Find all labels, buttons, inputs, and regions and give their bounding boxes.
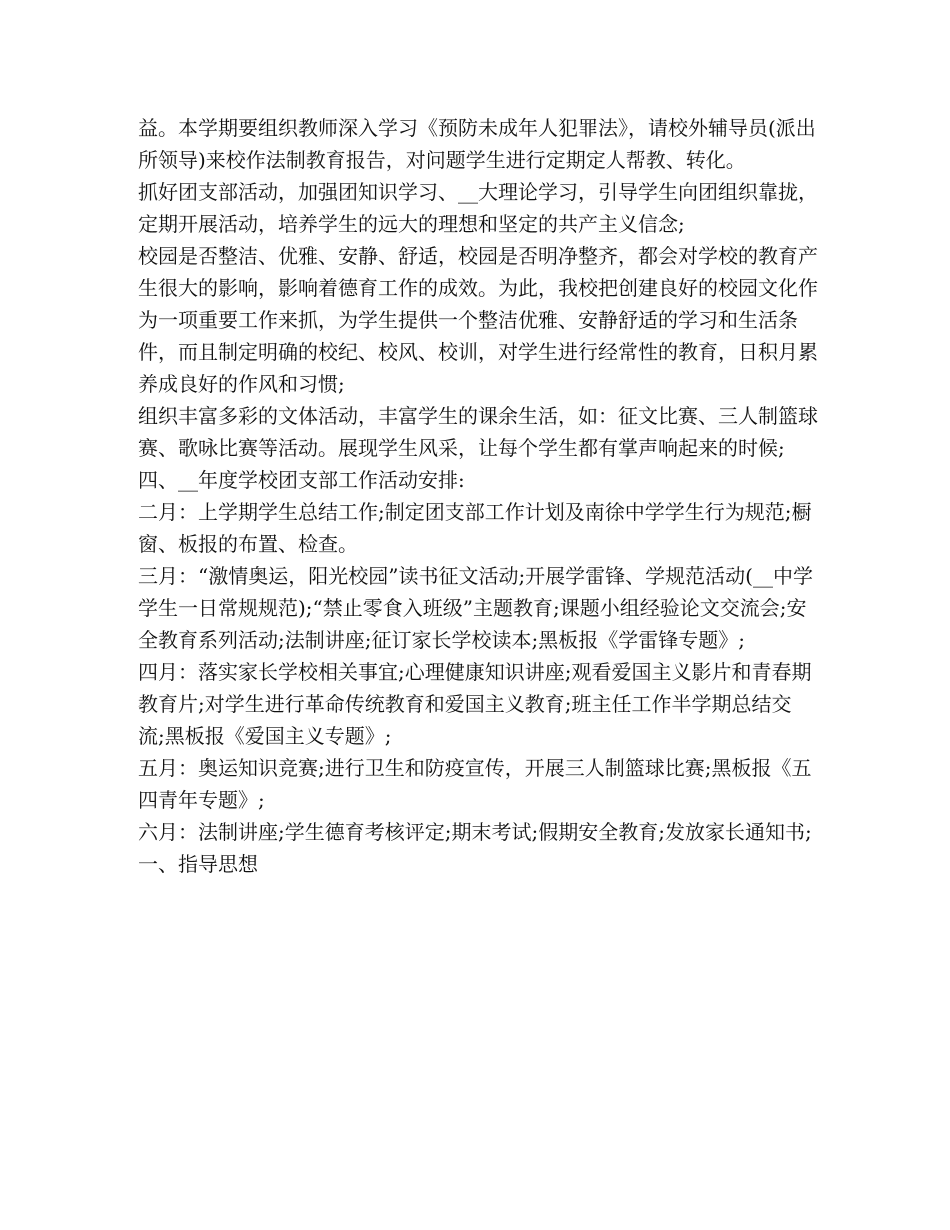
section-heading-guiding-ideology: 一、指导思想 bbox=[138, 852, 258, 876]
paragraph-march: 三月：“激情奥运，阳光校园”读书征文活动;开展学雷锋、学规范活动(__中学学生一日常规规范);“禁止零食入班级”主题教育;课题小组经验论文交流会;安全教育系列活动;法制讲座;征订家长学校读本;黑板报《学雷锋专题》; bbox=[138, 564, 813, 652]
paragraph-june: 六月：法制讲座;学生德育考核评定;期末考试;假期安全教育;发放家长通知书; bbox=[138, 820, 812, 844]
paragraph-february: 二月：上学期学生总结工作;制定团支部工作计划及南徐中学学生行为规范;橱窗、板报的布置、检查。 bbox=[138, 500, 812, 556]
section-heading-schedule: 四、__年度学校团支部工作活动安排: bbox=[138, 468, 465, 492]
paragraph-april: 四月：落实家长学校相关事宜;心理健康知识讲座;观看爱国主义影片和青春期教育片;对学生进行革命传统教育和爱国主义教育;班主任工作半学期总结交流;黑板报《爱国主义专题》; bbox=[138, 660, 812, 748]
paragraph-continuation: 益。本学期要组织教师深入学习《预防未成年人犯罪法》，请校外辅导员(派出所领导)来校作法制教育报告，对问题学生进行定期定人帮教、转化。 bbox=[138, 116, 816, 172]
paragraph-campus-culture: 校园是否整洁、优雅、安静、舒适，校园是否明净整齐，都会对学校的教育产生很大的影响，影响着德育工作的成效。为此，我校把创建良好的校园文化作为一项重要工作来抓，为学生提供一个整洁优雅、安静舒适的学习和生活条件，而且制定明确的校纪、校风、校训，对学生进行经常性的教育，日积月累养成良好的作风和习惯; bbox=[138, 244, 818, 396]
paragraph-league-activities: 抓好团支部活动，加强团知识学习、__大理论学习，引导学生向团组织靠拢，定期开展活动，培养学生的远大的理想和坚定的共产主义信念; bbox=[138, 180, 818, 236]
document-body bbox=[138, 112, 818, 880]
paragraph-cultural-sports: 组织丰富多彩的文体活动，丰富学生的课余生活，如：征文比赛、三人制篮球赛、歌咏比赛等活动。展现学生风采，让每个学生都有掌声响起来的时候; bbox=[138, 404, 818, 460]
paragraph-may: 五月：奥运知识竞赛;进行卫生和防疫宣传，开展三人制篮球比赛;黑板报《五四青年专题》; bbox=[138, 756, 812, 812]
